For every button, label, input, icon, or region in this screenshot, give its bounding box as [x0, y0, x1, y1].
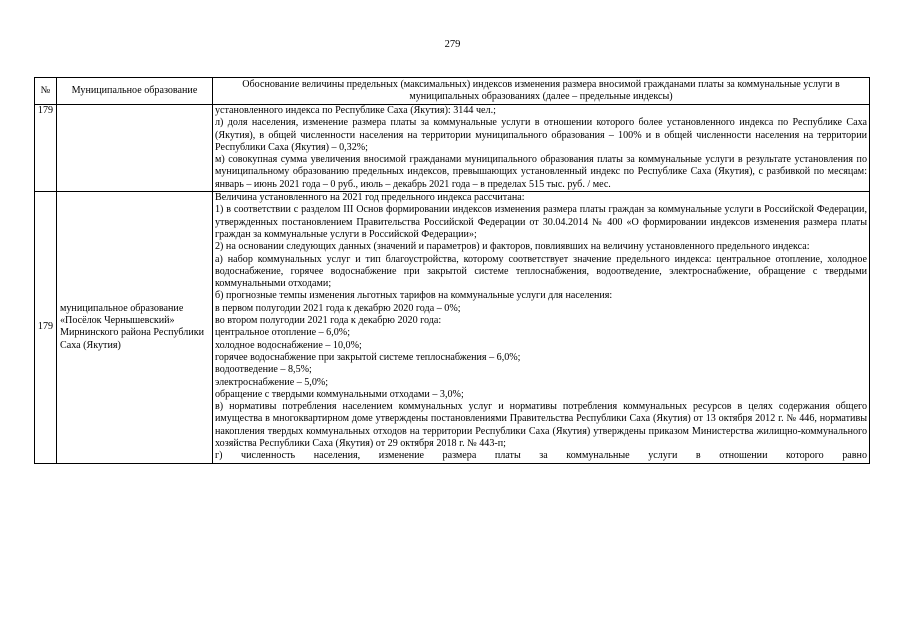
row-number: 179: [35, 192, 57, 464]
justification-cell: [213, 105, 870, 192]
justification-paragraph: в первом полугодии 2021 года к декабрю 2020 года – 0%;: [215, 302, 461, 314]
justification-paragraph: в) нормативы потребления населением коммунальных услуг и нормативы потребления коммунальных ресурсов в целях содержания общего имущества в многоквартирном доме утверждены постановлениями Правительства Республики Саха (Якутия) от 13 октября 2012 г. № 446, нормативы накопления твердых коммунальных отходов на территории Республики Саха (Якутия) утверждены приказом Министерства жилищно-коммунального хозяйства Республики Саха (Якутия) от 29 октября 2018 г. № 443-п;: [215, 401, 867, 450]
justification-paragraph: м) совокупная сумма увеличения вносимой гражданами муниципального образования платы за коммунальные услуги в результате установления по муниципальному образованию предельных индексов, превышающих установленный индекс по Республике Саха (Якутия), с разбивкой по месяцам: январь – июнь 2021 года – 0 руб., июль – декабрь 2021 года – в пределах 515 тыс. руб. / мес.: [215, 154, 867, 190]
page-number: 279: [444, 39, 461, 50]
municipality-name: муниципальное образование «Посёлок Чернышевский» Мирнинского района Республики Саха (Якутия): [57, 192, 213, 464]
row-number: 179: [35, 105, 57, 192]
justification-paragraph: горячее водоснабжение при закрытой системе теплоснабжения – 6,0%;: [215, 351, 521, 363]
justification-paragraph: Величина установленного на 2021 год предельного индекса рассчитана:: [215, 192, 525, 204]
header-municipality: Муниципальное образование: [57, 78, 213, 105]
justification-paragraph: а) набор коммунальных услуг и тип благоустройства, которому соответствует значение предельного индекса: центральное отопление, холодное водоснабжение, горячее водоснабжение при закрытой системе теплоснабжения, водоотведение, электроснабжение, обращение с твердыми коммунальными отходами;: [215, 253, 867, 290]
justification-table: [34, 77, 870, 464]
table-header-row: [35, 78, 870, 105]
municipality-cell-empty: [57, 105, 213, 192]
justification-paragraph: водоотведение – 8,5%;: [215, 364, 312, 376]
justification-paragraph: во втором полугодии 2021 года к декабрю 2020 года:: [215, 315, 442, 327]
justification-paragraph: б) прогнозные темпы изменения льготных тарифов на коммунальные услуги для населения:: [215, 290, 613, 302]
header-justification: Обоснование величины предельных (максимальных) индексов изменения размера вносимой гражданами платы за коммунальные услуги в муниципальных образованиях (далее – предельные индексы): [213, 78, 870, 105]
justification-paragraph: установленного индекса по Республике Саха (Якутия): 3144 чел.;: [215, 105, 496, 116]
justification-paragraph: 2) на основании следующих данных (значений и параметров) и факторов, повлиявших на величину установленного предельного индекса:: [215, 241, 810, 253]
justification-paragraph: л) доля населения, изменение размера платы за коммунальные услуги в отношении которого более установленного индекса по Республике Саха (Якутия), в общей численности населения на территории муниципального образования – 100% и в общей численности населения на территории Республики Саха (Якутия) – 0,32%;: [215, 117, 867, 153]
justification-paragraph: обращение с твердыми коммунальными отходами – 3,0%;: [215, 388, 464, 400]
header-number: №: [35, 78, 57, 105]
justification-paragraph: центральное отопление – 6,0%;: [215, 327, 351, 339]
table-row: [35, 192, 870, 464]
justification-paragraph: 1) в соответствии с разделом III Основ формировании индексов изменения размера платы граждан за коммунальные услуги в Российской Федерации, утвержденных постановлением Правительства Российской Федерации от 30.04.2014 № 400 «О формировании индексов изменения размера платы граждан за коммунальные услуги в Российской Федерации»;: [215, 204, 867, 240]
justification-paragraph: холодное водоснабжение – 10,0%;: [215, 339, 362, 351]
justification-paragraph: электроснабжение – 5,0%;: [215, 376, 329, 388]
table-row: [35, 105, 870, 192]
justification-cell: [213, 192, 870, 464]
justification-paragraph: г) численность населения, изменение размера платы за коммунальные услуги в отношении которого равно: [215, 450, 867, 462]
